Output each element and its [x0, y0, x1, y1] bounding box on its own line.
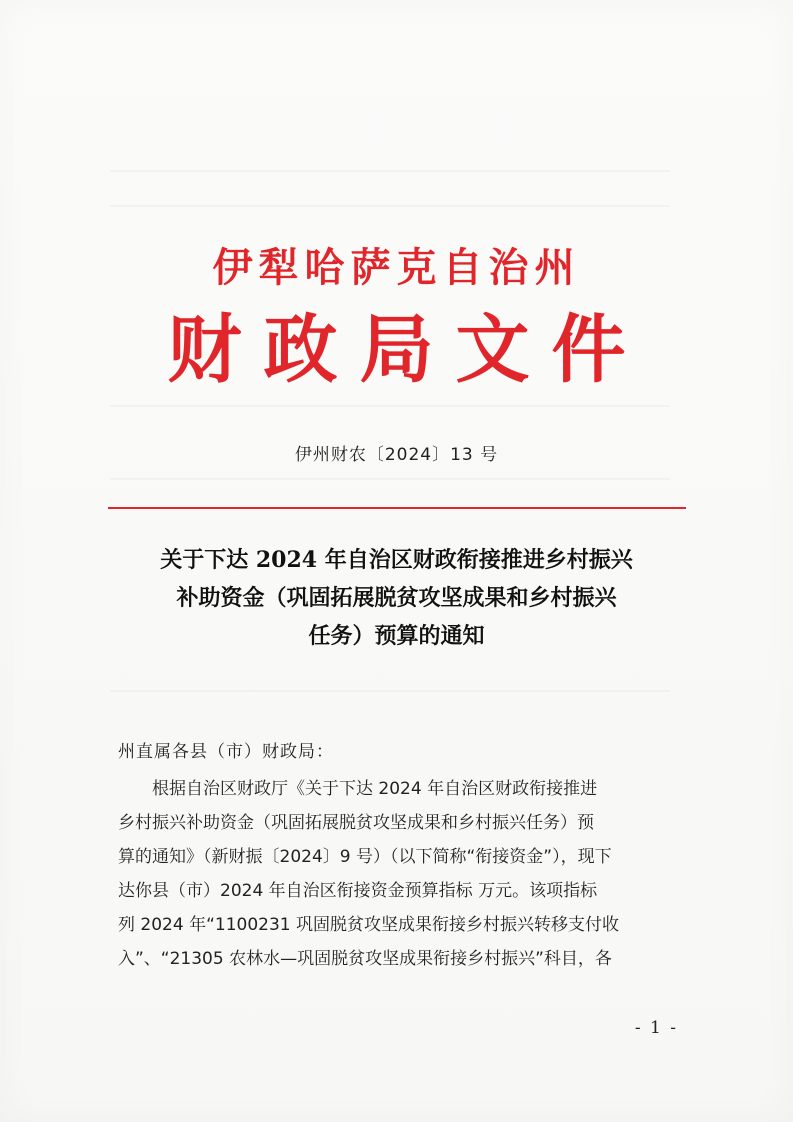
body-line: 算的通知》（新财振〔2024〕9 号）（以下简称“衔接资金”），现下: [118, 847, 612, 867]
document-number: 伊州财农〔2024〕13 号: [294, 445, 499, 465]
body-line: 入”、“21305 农林水—巩固脱贫攻坚成果衔接乡村振兴”科目，各: [118, 949, 612, 969]
body-line: 根据自治区财政厅《关于下达 2024 年自治区财政衔接推进: [152, 779, 598, 799]
document-type-heading: 财政局文件: [167, 307, 648, 393]
bleed-through-mark: [110, 690, 670, 692]
title-line: 关于下达 2024 年自治区财政衔接推进乡村振兴: [160, 547, 633, 573]
issuing-organization: 伊犁哈萨克自治州: [212, 244, 581, 291]
salutation: 州直属各县（市）财政局：: [118, 742, 334, 762]
bleed-through-mark: [110, 478, 670, 480]
title-line: 任务）预算的通知: [308, 623, 485, 649]
bleed-through-mark: [110, 205, 670, 207]
body-line: 列 2024 年“1100231 巩固脱贫攻坚成果衔接乡村振兴转移支付收: [118, 915, 619, 935]
body-paragraph: [118, 772, 678, 976]
bleed-through-mark: [110, 170, 670, 172]
document-title: [100, 541, 693, 655]
body-line: 乡村振兴补助资金（巩固拓展脱贫攻坚成果和乡村振兴任务）预: [118, 813, 594, 833]
red-separator-line: [108, 507, 686, 509]
page-number: - 1 -: [634, 1018, 678, 1038]
bleed-through-mark: [110, 405, 670, 407]
title-line: 补助资金（巩固拓展脱贫攻坚成果和乡村振兴: [176, 585, 617, 611]
body-line: 达你县（市）2024 年自治区衔接资金预算指标 万元。该项指标: [118, 881, 598, 901]
